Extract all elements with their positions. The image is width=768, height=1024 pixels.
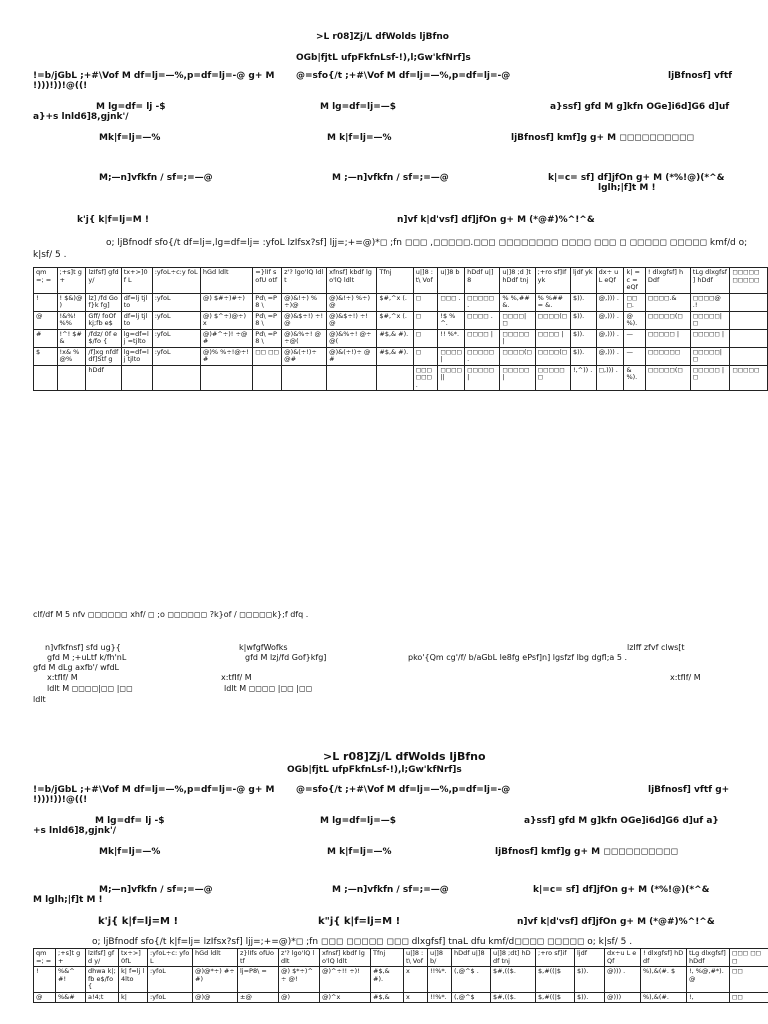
table-cell: ◻◻◻◻.& xyxy=(645,293,690,311)
header-cell: u|]8 ;d ]t hDdf tnj xyxy=(500,268,535,294)
table-row xyxy=(34,347,768,365)
table-cell: @)&%÷! @÷@( xyxy=(282,329,327,347)
table-cell: !^! $#& xyxy=(57,329,86,347)
table-cell: !, xyxy=(687,992,730,1003)
principal-title: k|wfgfWofks xyxy=(239,643,288,652)
table-cell xyxy=(152,365,200,391)
header-cell: u|]8 b xyxy=(438,268,465,294)
primary-working: M k|f=lj=—% xyxy=(327,133,392,143)
second-intro-note: o; ljBfnodf sfo{/t k|f=lj= lzIfsx?sf] ljj=;+=@)*◻ ;fn ◻◻◻ ◻◻◻◻◻ ◻◻◻ dlxgfsf] tnaL dfu kmf/d◻◻◻◻ ◻◻◻◻◻ o; k|sf/ 5 . xyxy=(92,937,633,947)
header-cell: ;+ro sf]If yk xyxy=(535,268,570,294)
lower-secondary-posts: M lg=df= lj -$ xyxy=(96,102,166,112)
table-cell: !! %*. xyxy=(438,329,465,347)
table-cell: @) $*÷)^÷ @! xyxy=(279,967,320,993)
table-cell: %&# xyxy=(56,992,86,1003)
header-cell: u|]8 ;dt] hDdf tnj xyxy=(491,949,536,967)
table-cell: hDdf xyxy=(86,365,121,391)
table-cell: ◻ xyxy=(413,311,438,329)
header-cell: hDdf u|]8 xyxy=(465,268,500,294)
table-cell: !!%*. xyxy=(428,967,452,993)
permanent-posts: !=b/jGbL ;+#\Vof M df=lj=—%,p=df=lj=-@ g+ M !)))!))!@((! xyxy=(33,71,275,91)
second-private-source: M lglh;|f]t M ! xyxy=(33,895,103,905)
second-primary-working: M k|f=lj=—% xyxy=(327,847,392,857)
second-permanent-posts: !=b/jGbL ;+#\Vof M df=lj=—%,p=df=lj=-@ g+ M !)))!))!@((! xyxy=(33,785,275,805)
header-cell: Tfnj xyxy=(377,268,413,294)
table-cell: ◻◻◻◻◻ ◻ xyxy=(535,365,570,391)
header-cell: tx+>]0f L xyxy=(121,268,152,294)
table-cell: Pd\ =P8 \ xyxy=(253,329,282,347)
table-cell: @)&!÷) %÷)@ xyxy=(282,293,327,311)
table-cell: ◻◻◻◻◻ | xyxy=(500,329,535,347)
accounts-head-mobile: n]vf k|d'vsf] df]jfOn g+ M (*@#)%^!^& xyxy=(397,215,595,225)
table-cell: /f]xg nfdf df]Stf g xyxy=(86,347,121,365)
second-bank-name: a}ssf] gfd M g]kfn OGe]i6d]G6 d]uf a} xyxy=(524,816,719,826)
table-cell: @)@ xyxy=(193,992,238,1003)
table-cell: (,@^$ xyxy=(452,992,491,1003)
table-cell: ◻◻◻◻ | xyxy=(535,329,570,347)
table-cell: lj=P8\ = xyxy=(238,967,279,993)
header-cell: tLg dlxgfsf ] hDdf xyxy=(690,268,730,294)
table-cell: df=lj tjlto xyxy=(121,311,152,329)
table-cell: :yfoL xyxy=(152,347,200,365)
officer-signature: x:tfIf/ M xyxy=(670,673,701,682)
header-cell: dx÷u L eQf xyxy=(605,949,641,967)
table-cell: @)% %÷!@÷!# xyxy=(200,347,252,365)
table-cell: %&^ #! xyxy=(56,967,86,993)
header-cell: hGd ldlt xyxy=(193,949,238,967)
table-cell: ◻◻◻◻ | xyxy=(465,329,500,347)
header-cell: Tfnj xyxy=(371,949,404,967)
table-cell: ◻◻◻◻@ .! xyxy=(690,293,730,311)
table-header-row xyxy=(34,268,768,294)
table-cell xyxy=(282,365,327,391)
table-cell: (,@^$ . xyxy=(452,967,491,993)
table-cell: ◻◻ xyxy=(730,992,768,1003)
header-cell: ljdf yk xyxy=(570,268,596,294)
table-cell: x xyxy=(404,967,428,993)
header-cell: ! dlxgfsf] hDdf xyxy=(641,949,687,967)
second-accountant-posts: M;—n]vfkfn / sf=;=—@ xyxy=(99,885,213,895)
header-cell: z'? lgo'lQ ldlt xyxy=(279,949,320,967)
table-cell: #$,& #). xyxy=(371,967,404,993)
table-cell: @ xyxy=(34,992,56,1003)
table-cell xyxy=(327,365,377,391)
table-cell: @,))) . xyxy=(596,329,624,347)
table-cell: ◻◻◻◻(◻ xyxy=(500,347,535,365)
approval-statement: pko'{Qm cg'/f/ b/aGbL le8fg ePsf]n] lgsfzf lbg dgfl;a 5 . xyxy=(408,653,628,662)
bank-branch: a}+s lnld6]8,gjnk'/ xyxy=(33,112,129,122)
accountant-signature: x:tfIf/ M xyxy=(47,673,78,682)
table-cell: $)). xyxy=(570,293,596,311)
header-cell: ◻◻◻◻◻ ◻◻◻◻◻ xyxy=(730,268,768,294)
table-cell: — xyxy=(624,329,645,347)
table-cell: Pd\ =P8 \ xyxy=(253,293,282,311)
table-cell: ◻◻ ◻◻ xyxy=(253,347,282,365)
table-cell: ◻◻ xyxy=(730,967,768,993)
table-cell: ◻ xyxy=(413,329,438,347)
pre-primary-posts: k'j{ k|f=lj=M ! xyxy=(77,215,149,225)
header-cell: u|]8 :t\ Vof xyxy=(404,949,428,967)
table-cell: !,^)) . xyxy=(570,365,596,391)
amount-in-words: clf/df M 5 nfv ◻◻◻◻◻◻ xhf/ ◻ ;o ◻◻◻◻◻◻ ?k}of / ◻◻◻◻◻k};f dfq . xyxy=(33,610,309,619)
table-cell: @)&$÷!) ÷!@ xyxy=(327,311,377,329)
table-cell: ◻◻◻◻◻◻ . xyxy=(413,365,438,391)
table-cell: $#,^x (. xyxy=(377,311,413,329)
table-cell: @) $^÷)@÷) x xyxy=(200,311,252,329)
header-cell: dx÷ uL eQf xyxy=(596,268,624,294)
header-cell: :yfoL÷c: yfoL xyxy=(148,949,193,967)
table-cell: @)^÷!! ÷)! xyxy=(320,967,371,993)
table-row xyxy=(34,967,768,993)
accountant-title: n]vfkfnsf] sfd ug}{ xyxy=(45,643,121,652)
table-cell: ◻◻◻◻◻(◻ xyxy=(645,311,690,329)
table-cell: $)). xyxy=(575,992,605,1003)
table-cell xyxy=(730,347,768,365)
table-cell: $)). xyxy=(570,311,596,329)
table-cell: @)^x xyxy=(320,992,371,1003)
table-cell: lz] /fd Gof}k fg] xyxy=(86,293,121,311)
second-accounts-head-mobile: n]vf k|d'vsf] df]jfOn g+ M (*@#)%^!^& xyxy=(517,917,715,927)
table-cell: $ xyxy=(34,347,58,365)
header-cell: xfnsf] kbdf lgo'lQ ldlt xyxy=(320,949,371,967)
header-cell: lzIfsf] gfd y/ xyxy=(86,949,119,967)
table-cell xyxy=(730,329,768,347)
table-cell: !!%*. xyxy=(428,992,452,1003)
table-cell: ◻◻ ◻. xyxy=(624,293,645,311)
table-cell: #$,& #). xyxy=(377,347,413,365)
table-cell: & %). xyxy=(624,365,645,391)
second-lower-secondary-working: M lg=df=lj=—$ xyxy=(320,816,397,826)
table-cell: @ xyxy=(34,311,58,329)
table-cell: $#,(($. xyxy=(491,992,536,1003)
table-cell: @)@*÷) #÷#) xyxy=(193,967,238,993)
header-cell: ◻◻◻ ◻◻◻ xyxy=(730,949,768,967)
table-cell: ! xyxy=(34,293,58,311)
date-label: ldlt xyxy=(33,695,46,704)
table-cell: !, %@,#*). @ xyxy=(687,967,730,993)
table-cell: ◻◻◻◻◻| ◻ xyxy=(690,311,730,329)
table-cell: ◻◻◻◻◻ . xyxy=(465,347,500,365)
lower-secondary-working: M lg=df=lj=—$ xyxy=(320,102,397,112)
private-source: lglh;|f]t M ! xyxy=(598,183,656,193)
page-title: >L r08]Zj/L dfWolds ljBfno xyxy=(316,32,449,42)
accountant-posts: M;—n]vfkfn / sf=;=—@ xyxy=(99,173,213,183)
table-cell: % %,## &. xyxy=(500,293,535,311)
table-cell: $)). xyxy=(570,347,596,365)
table-cell: @,))) . xyxy=(596,293,624,311)
page-subtitle: OGb|fjtL ufpFkfnLsf-!),l;Gw'kfNrf]s xyxy=(296,53,471,63)
table-row xyxy=(34,293,768,311)
table-cell: @,))) . xyxy=(596,347,624,365)
table-cell: ◻◻◻◻(◻ xyxy=(535,311,570,329)
header-cell: k| =c = eQf xyxy=(624,268,645,294)
table-cell: ◻◻◻◻ . xyxy=(465,311,500,329)
table-cell: ◻◻◻◻ | xyxy=(438,347,465,365)
education-officer-title: lzIff zfvf clws[t xyxy=(627,643,685,652)
accountant-date: ldlt M ◻◻◻◻|◻◻ |◻◻ xyxy=(47,684,133,693)
table-cell: ! $&)@ ) xyxy=(57,293,86,311)
table-cell xyxy=(121,365,152,391)
table-cell xyxy=(34,365,58,391)
table-cell: :yfoL xyxy=(152,329,200,347)
table-cell: #$,& #). xyxy=(377,329,413,347)
table-cell: ◻◻◻◻◻ | xyxy=(645,329,690,347)
table-cell xyxy=(377,365,413,391)
table-cell: ◻◻◻◻| ◻ xyxy=(500,311,535,329)
table-cell xyxy=(730,311,768,329)
table-cell: ◻◻◻◻◻| ◻ xyxy=(690,347,730,365)
table-cell: % %##= &. xyxy=(535,293,570,311)
table-cell: @)&%÷! @÷@( xyxy=(327,329,377,347)
table-cell: @)&(÷!)÷ @# xyxy=(327,347,377,365)
header-cell: hDdf u|]8 xyxy=(452,949,491,967)
header-cell: ! dlxgfsf] hDdf xyxy=(645,268,690,294)
header-cell: z}lIfs ofUotf xyxy=(238,949,279,967)
table-cell: %),&(#. xyxy=(641,992,687,1003)
head-teacher-mobile: k|=c= sf] df]jfOn g+ M (*%!@)(*^& xyxy=(548,173,725,183)
table-cell: # xyxy=(34,329,58,347)
header-cell: lzIfsf] gfd y/ xyxy=(86,268,121,294)
table-cell: ◻ xyxy=(413,347,438,365)
table-cell: dhwa k|;fb e$/fo { xyxy=(86,967,119,993)
second-head-teacher-mobile: k|=c= sf] df]jfOn g+ M (*%!@)(*^& xyxy=(533,885,710,895)
salary-table xyxy=(33,267,768,391)
table-cell xyxy=(57,365,86,391)
second-accountant-working: M ;—n]vfkfn / sf=;=—@ xyxy=(332,885,449,895)
table-cell: @ %). xyxy=(624,311,645,329)
table-cell: $,#((|$ xyxy=(536,967,575,993)
table-cell: $)). xyxy=(575,967,605,993)
table-cell: ◻◻◻◻◻ | xyxy=(465,365,500,391)
table-cell: ! xyxy=(34,967,56,993)
accountant-name: gfd M ;+uLtf k/fh'nL xyxy=(47,653,127,662)
table-row xyxy=(34,311,768,329)
table-cell: lg=df=lj tjlto xyxy=(121,347,152,365)
header-cell: tx÷>] 0fL xyxy=(119,949,148,967)
table-cell: df=lj tjlto xyxy=(121,293,152,311)
second-primary-posts: Mk|f=lj=—% xyxy=(99,847,161,857)
second-working-posts: @=sfo{/t ;+#\Vof M df=lj=—%,p=df=lj=-@ xyxy=(296,785,511,795)
table-cell: k| f=lj l4lto xyxy=(119,967,148,993)
table-cell: a!4;t xyxy=(86,992,119,1003)
header-cell: u|]8 b/ xyxy=(428,949,452,967)
header-cell: qm =; = xyxy=(34,268,58,294)
header-cell: =}lIf s ofU otf xyxy=(253,268,282,294)
table-row xyxy=(34,992,768,1003)
table-cell: #$,& xyxy=(371,992,404,1003)
table-cell: :yfoL xyxy=(148,967,193,993)
second-pre-primary-working: k"j{ k|f=lj=M ! xyxy=(318,916,401,927)
school-account: ljBfnosf] vftf xyxy=(668,71,733,81)
table-cell: ◻◻◻◻(◻ xyxy=(535,347,570,365)
table-row xyxy=(34,329,768,347)
principal-signature: x:tfIf/ M xyxy=(221,673,252,682)
header-cell: u|]8 :t\ Vof xyxy=(413,268,438,294)
second-page-subtitle: OGb|fjtL ufpFkfnLsf-!),l;Gw'kfNrf]s xyxy=(287,765,462,775)
intro-note: o; ljBfnodf sfo{/t df=lj=,lg=df=lj= :yfoL lzIfsx?sf] ljj=;+=@)*◻ ;fn ◻◻◻ ,◻◻◻◻◻.◻◻◻ ◻◻◻◻◻◻◻◻ ◻◻◻◻ ◻◻◻ ◻ ◻◻◻◻◻ ◻◻◻◻◻ kmf/d o; k|sf/ 5 . xyxy=(33,238,748,260)
table-cell: lg=df=lj =tjlto xyxy=(121,329,152,347)
table-cell: ◻◻◻◻◻◻ xyxy=(645,347,690,365)
table-cell: — xyxy=(624,347,645,365)
table-cell: ◻◻◻ . xyxy=(438,293,465,311)
table-cell: ◻ xyxy=(413,293,438,311)
table-cell: ◻◻◻◻◻ xyxy=(730,365,768,391)
table-cell: @)#^÷)! ÷@# xyxy=(200,329,252,347)
table-cell: %),&(#. $ xyxy=(641,967,687,993)
header-cell: ljdf xyxy=(575,949,605,967)
principal-name: gfd M lzj/fd Gof}kfg] xyxy=(245,653,327,662)
header-cell: ;+s]t g+ xyxy=(56,949,86,967)
header-cell: z'? lgo'lQ ldlt xyxy=(282,268,327,294)
table-cell: !&%! %% xyxy=(57,311,86,329)
head-name: gfd M dLg axfb'/ wfdL xyxy=(33,663,119,672)
table-cell: $)). xyxy=(570,329,596,347)
school-phone: ljBfnosf] kmf]g g+ M ◻◻◻◻◻◻◻◻◻◻ xyxy=(511,133,694,143)
table-cell xyxy=(253,365,282,391)
second-page-title: >L r08]Zj/L dfWolds ljBfno xyxy=(323,750,486,763)
table-cell: ◻◻◻◻◻ | xyxy=(690,329,730,347)
table-cell: /fdz/ 0f e$/fo { xyxy=(86,329,121,347)
table-cell: @))) . xyxy=(605,967,641,993)
table-cell: ◻◻◻◻◻ |◻ xyxy=(690,365,730,391)
table-cell: k| xyxy=(119,992,148,1003)
principal-date: ldlt M ◻◻◻◻ |◻◻ |◻◻ xyxy=(224,684,313,693)
table-cell xyxy=(200,365,252,391)
table-cell: ◻,))) . xyxy=(596,365,624,391)
table-cell: x xyxy=(404,992,428,1003)
table-cell: @) $#÷)#÷) xyxy=(200,293,252,311)
second-bank-branch: +s lnld6]8,gjnk'/ xyxy=(33,826,117,836)
accountant-working: M ;—n]vfkfn / sf=;=—@ xyxy=(332,173,449,183)
second-pre-primary-posts: k'j{ k|f=lj=M ! xyxy=(98,916,178,927)
header-cell: :yfoL÷c:y foL xyxy=(152,268,200,294)
table-header-row xyxy=(34,949,768,967)
primary-posts: Mk|f=lj=—% xyxy=(99,133,161,143)
table-cell: !$ %^. xyxy=(438,311,465,329)
table-cell: @)&!÷) %÷)@ xyxy=(327,293,377,311)
table-cell: ±@ xyxy=(238,992,279,1003)
table-cell: ◻◻◻◻ || xyxy=(438,365,465,391)
second-school-account: ljBfnosf] vftf g+ xyxy=(648,785,730,795)
table-cell: !x& %@% xyxy=(57,347,86,365)
table-cell: $#,^x (. xyxy=(377,293,413,311)
table-cell: @) xyxy=(279,992,320,1003)
table-cell: @)&(÷!)÷ @# xyxy=(282,347,327,365)
table-total-row xyxy=(34,365,768,391)
header-cell: ;+ro sf]if xyxy=(536,949,575,967)
second-school-phone: ljBfnosf] kmf]g g+ M ◻◻◻◻◻◻◻◻◻◻ xyxy=(495,847,678,857)
table-cell: ◻◻◻◻◻ . xyxy=(465,293,500,311)
table-cell: $#,(($. xyxy=(491,967,536,993)
table-cell: $,#((|$ xyxy=(536,992,575,1003)
second-salary-table xyxy=(33,948,768,1003)
table-cell: @))) xyxy=(605,992,641,1003)
header-cell: qm =; = xyxy=(34,949,56,967)
table-cell xyxy=(730,293,768,311)
table-cell: Pd\ =P8 \ xyxy=(253,311,282,329)
header-cell: tLg dlxgfsf] hDdf xyxy=(687,949,730,967)
header-cell: xfnsf] kbdf lgo'lQ ldlt xyxy=(327,268,377,294)
working-posts: @=sfo{/t ;+#\Vof M df=lj=—%,p=df=lj=-@ xyxy=(296,71,511,81)
table-cell: @,))) . xyxy=(596,311,624,329)
bank-name: a}ssf] gfd M g]kfn OGe]i6d]G6 d]uf xyxy=(550,102,730,112)
second-lower-secondary-posts: M lg=df= lj -$ xyxy=(95,816,165,826)
header-cell: hGd ldlt xyxy=(200,268,252,294)
table-cell: ◻◻◻◻◻ | xyxy=(500,365,535,391)
table-cell: :yfoL xyxy=(152,311,200,329)
header-cell: ;+s]t g+ xyxy=(57,268,86,294)
table-cell: :yfoL xyxy=(148,992,193,1003)
table-cell: :yfoL xyxy=(152,293,200,311)
table-cell: Gff/ foOf kj;fb e$ xyxy=(86,311,121,329)
table-cell: ◻◻◻◻◻(◻ xyxy=(645,365,690,391)
table-cell: @)&$÷!) ÷!@ xyxy=(282,311,327,329)
